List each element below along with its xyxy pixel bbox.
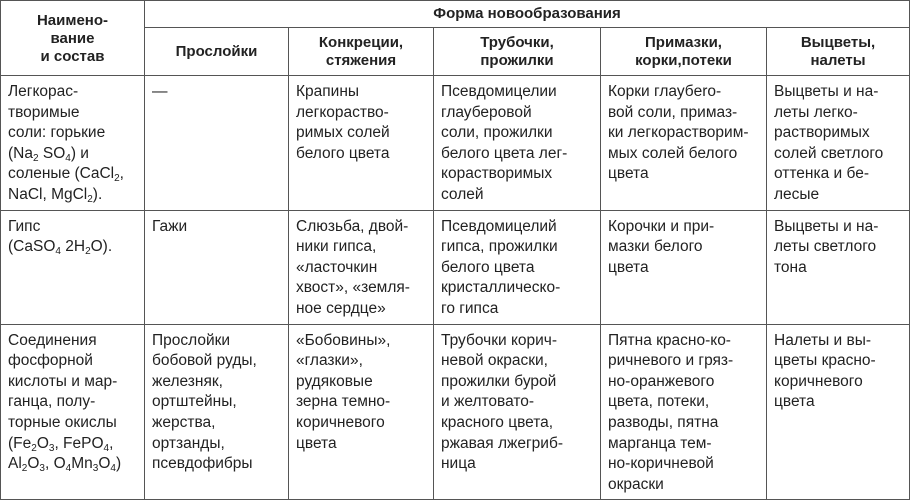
cell-text-line: ортзанды, [152,434,225,452]
cell-text-line: глауберовой [441,103,532,121]
header-name-composition: Наимено- вание и состав [1,1,145,76]
cell-text-line: Налеты и вы- [774,331,872,349]
cell-text-line: $Al_2O_3$, $O_4Mn_3O_4$) [8,455,122,475]
cell-text-line: марганца тем- [608,434,712,452]
cell-text-line: лесые [774,185,820,203]
header-col-smears: Примазки, корки,потеки [601,28,767,76]
cell-text-line: цвета [774,393,815,411]
cell-text-line: Корочки и при- [608,217,715,235]
cell-text-line: Легкорас- [8,83,79,100]
cell-text-line: римых солей [296,124,390,142]
table-cell [767,324,910,500]
table-cell [289,324,434,500]
cell-text-line: прожилки бурой [441,372,557,390]
cell-text-line: фосфорной [8,352,93,370]
cell-text-line: цветы красно- [774,352,876,370]
cell-text-line: ($Na_2$ $SO_4$) и [8,144,89,164]
header-col-concretions: Конкреции, стяжения [289,28,434,76]
cell-text-line: Прослойки [152,331,231,349]
table-cell [434,210,601,324]
table-cell [289,76,434,211]
cell-text-line: ники гипса, [296,238,377,256]
cell-text-line: Выцветы и на- [774,217,879,235]
cell-text-line: «ласточкин [296,258,378,276]
cell-text-line: — [152,83,168,100]
table-cell [289,210,434,324]
cell-text-line: «глазки», [296,352,363,370]
cell-text-line: цвета [608,258,649,276]
cell-text-line: го гипса [441,299,499,317]
cell-text-line: мазки белого [608,238,703,256]
cell-text-line: ржавая лжегриб- [441,434,563,452]
cell-text-line: Корки глаубero- [608,83,722,100]
cell-text-line: коричневого [296,413,385,431]
cell-text-line: оттенка и бе- [774,165,869,183]
cell-text-line: окраски [608,475,664,493]
cell-text-line: жерства, [152,413,216,431]
table-cell [601,210,767,324]
table-row [1,324,910,500]
cell-text-line: тона [774,258,807,276]
cell-text-line: но-коричневой [608,455,714,473]
cell-text-line: NaCl, MgCl$_2$). [8,185,103,205]
cell-text-line: рудяковые [296,372,373,390]
cell-text-line: зерна темно- [296,393,391,411]
cell-text-line: Трубочки корич- [441,331,558,349]
cell-text-line: леты светлого [774,238,877,256]
row-name-cell [1,324,145,500]
table-row [1,210,910,324]
cell-text-line: Пятна красно-ко- [608,331,731,349]
cell-text-line: цвета [608,165,649,183]
cell-text-line: Соединения [8,331,97,349]
cell-text-line: вой соли, примаз- [608,103,738,121]
cell-text-line: ($Fe_2O_3$, FePO$_4$, [8,434,114,454]
row-name-cell [1,76,145,211]
cell-text-line: псевдофибры [152,455,253,473]
cell-text-line: мых солей белого [608,144,738,162]
cell-text-line: но-оранжевого [608,372,715,390]
cell-text-line: «Бобовины», [296,331,391,349]
cell-text-line: растворимых [774,124,870,142]
cell-text-line: корастворимых [441,165,553,183]
header-col-efflorescence: Выцветы, налеты [767,28,910,76]
table-cell [767,76,910,211]
cell-text-line: торные окислы [8,413,117,431]
cell-text-line: коричневого [774,372,863,390]
table-cell [601,76,767,211]
cell-text-line: (CaSO$_4$ $2H_2O$). [8,238,113,258]
cell-text-line: Псевдомицелии [441,83,557,100]
header-col-layers: Прослойки [145,28,289,76]
cell-text-line: белого цвета [441,258,535,276]
cell-text-line: солей [441,185,484,203]
cell-text-line: и желтовато- [441,393,535,411]
header-formation-form: Форма новообразования [145,1,910,28]
cell-text-line: цвета [296,434,337,452]
cell-text-line: ортштейны, [152,393,237,411]
cell-text-line: Гажи [152,217,188,235]
table-cell [145,210,289,324]
cell-text-line: невой окраски, [441,352,548,370]
cell-text-line: цвета, потеки, [608,393,710,411]
table-row [1,76,910,211]
cell-text-line: белого цвета [296,144,390,162]
table-cell [145,76,289,211]
cell-text-line: легкораство- [296,103,389,121]
cell-text-line: ное сердце» [296,299,386,317]
cell-text-line: соленые (CaCl$_2$, [8,165,124,185]
cell-text-line: соли, прожилки [441,124,553,142]
cell-text-line: ричневого и гряз- [608,352,734,370]
cell-text-line: Псевдомицелий [441,217,557,235]
cell-text-line: гипса, прожилки [441,238,558,256]
cell-text-line: Гипс [8,217,41,235]
cell-text-line: соли: горькие [8,124,106,142]
cell-text-line: кислоты и мар- [8,372,118,390]
table-cell [767,210,910,324]
cell-text-line: леты легко- [774,103,858,121]
table-cell [601,324,767,500]
header-col-tubules: Трубочки, прожилки [434,28,601,76]
cell-text-line: Выцветы и на- [774,83,879,100]
cell-text-line: белого цвета лег- [441,144,568,162]
cell-text-line: творимые [8,103,80,121]
cell-text-line: солей светлого [774,144,884,162]
table-cell [145,324,289,500]
cell-text-line: железняк, [152,372,223,390]
table-cell [434,324,601,500]
cell-text-line: ганца, полу- [8,393,96,411]
cell-text-line: Крапины [296,83,360,100]
table-cell [434,76,601,211]
cell-text-line: Слюзьба, двой- [296,217,409,235]
cell-text-line: кристаллическо- [441,279,561,297]
cell-text-line: ки легкорастворим- [608,124,749,142]
cell-text-line: красного цвета, [441,413,554,431]
row-name-cell [1,210,145,324]
cell-text-line: бобовой руды, [152,352,257,370]
cell-text-line: хвост», «земля- [296,279,410,297]
cell-text-line: разводы, пятна [608,413,719,431]
cell-text-line: ница [441,455,476,473]
